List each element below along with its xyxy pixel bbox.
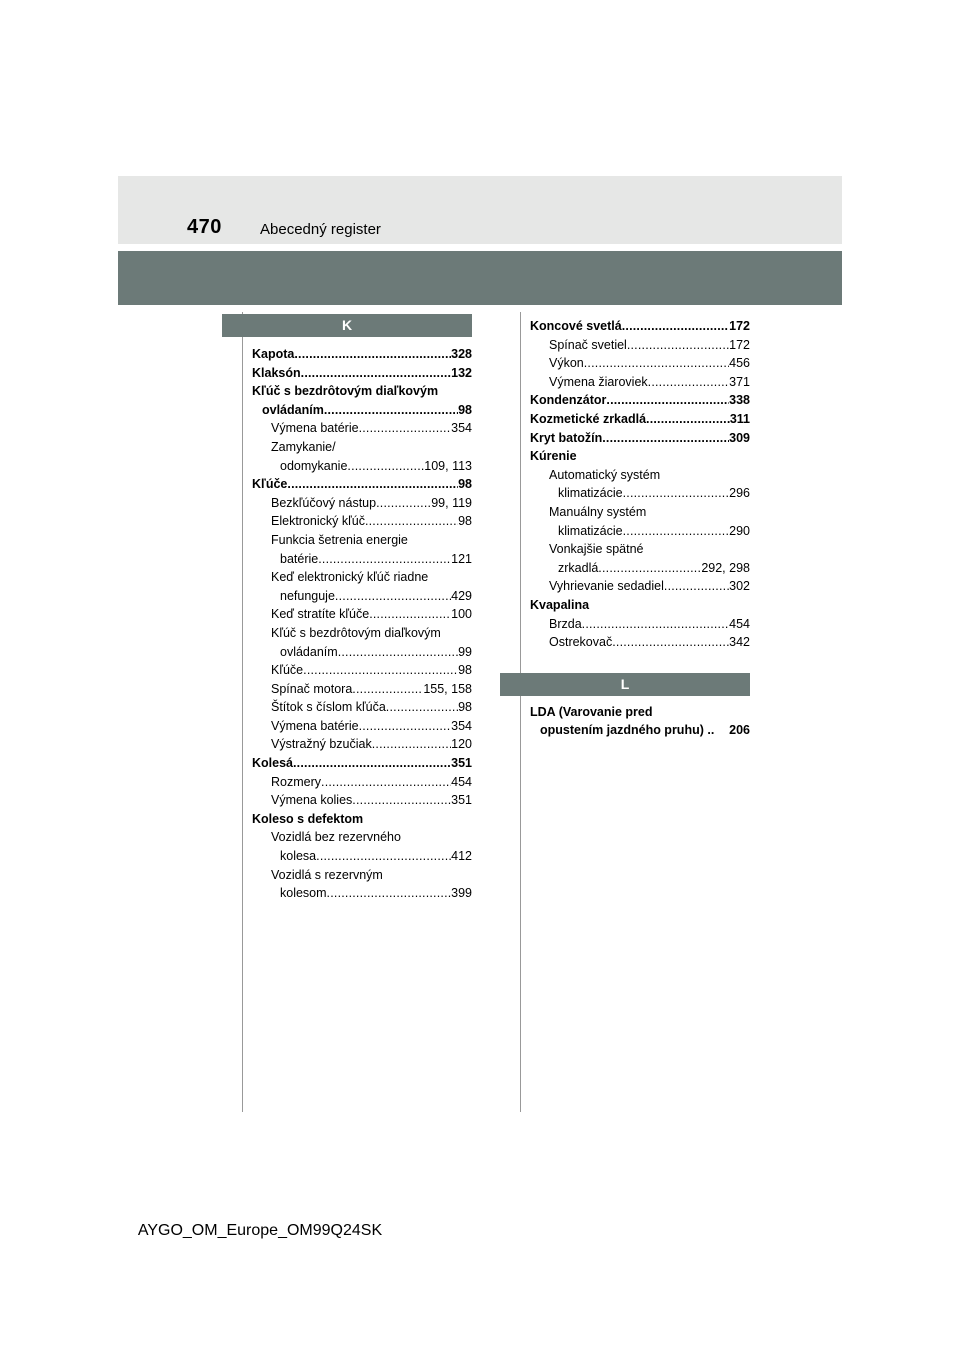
entry-page: 98 [458,402,472,417]
entry-label: Kľúč s bezdrôtovým diaľkovým [252,384,439,399]
entry-page: 172 [729,337,750,352]
entry-page: 98 [458,477,472,492]
entry-page: 351 [451,793,472,808]
entry-label: Vozidlá s rezervným [271,867,383,882]
leader-dots [293,754,451,773]
leader-dots [664,577,729,596]
entry-page: 354 [451,718,472,733]
entry-page: 98 [458,514,472,529]
index-entry [252,512,472,531]
page-number: 470 [187,216,222,238]
entry-page: 98 [458,700,472,715]
index-entry [530,559,750,578]
entry-label: Výmena kolies [271,793,353,808]
entry-label: kolesom [280,886,327,901]
entry-page: 120 [451,737,472,752]
leader-dots [338,643,458,662]
leader-dots [598,559,701,578]
entry-label: zrkadlá [558,560,599,575]
index-entry [252,624,472,643]
entry-page: 328 [451,347,472,361]
entry-label: Elektronický kľúč [271,514,365,529]
index-entry [252,754,472,773]
index-entry [252,698,472,717]
leader-dots [584,354,729,373]
index-entry [530,540,750,559]
entry-page: 454 [451,774,472,789]
entry-page: 109, 113 [424,458,472,473]
leader-dots [648,373,729,392]
entry-label: Spínač motora [271,681,353,696]
leader-dots [622,317,729,336]
entry-label: Kúrenie [530,449,577,464]
index-list-right [530,317,750,652]
index-entry [252,345,472,364]
footer-code: AYGO_OM_Europe_OM99Q24SK [137,1222,383,1239]
entry-label: Brzda [549,616,582,631]
entry-label: Výkon [549,356,584,371]
entry-label: Kľúče [252,477,288,492]
leader-dots [627,336,729,355]
index-entry [252,661,472,680]
leader-dots [646,410,730,429]
entry-label: Kolesá [252,756,293,771]
index-entry [530,503,750,522]
entry-page: 121 [451,551,472,566]
index-entry [252,717,472,736]
leader-dots [582,615,729,634]
entry-page: 371 [729,374,750,389]
index-entry [530,577,750,596]
index-entry [252,457,472,476]
index-entry [252,773,472,792]
section-header-k: K [222,314,472,337]
entry-label: Vozidlá bez rezervného [271,830,401,845]
index-entry [530,721,750,740]
index-entry [252,680,472,699]
index-entry [530,391,750,410]
leader-dots [301,364,452,383]
leader-dots [386,698,458,717]
entry-label: Štítok s číslom kľúča [271,700,386,715]
header-bar [118,176,842,244]
leader-dots [623,484,730,503]
entry-label: Bezkľúčový nástup [271,495,377,510]
entry-label: opustením jazdného pruhu) .. [540,723,715,738]
entry-label: nefunguje [280,588,335,603]
index-entry [252,364,472,383]
leader-dots [612,633,729,652]
leader-dots [318,550,451,569]
leader-dots [321,773,451,792]
leader-dots [372,735,451,754]
entry-page: 311 [729,411,750,426]
entry-page: 100 [451,607,472,622]
entry-page: 338 [729,393,750,408]
index-entry [252,828,472,847]
index-entry [252,605,472,624]
index-entry [252,401,472,420]
entry-label: Kľúč s bezdrôtovým diaľkovým [271,625,441,640]
entry-label: Keď elektronický kľúč riadne [271,570,429,585]
entry-page: 399 [451,886,472,901]
index-entry [252,494,472,513]
entry-page: 456 [729,356,750,371]
index-entry [252,735,472,754]
leader-dots [359,717,452,736]
entry-page: 292, 298 [701,560,750,575]
entry-label: ovládaním [280,644,338,659]
entry-page: 354 [451,421,472,436]
entry-page: 290 [729,523,750,538]
index-entry [530,484,750,503]
section-header-l: L [500,673,750,696]
entry-label: Výmena žiaroviek [549,374,648,389]
entry-page: 342 [729,635,750,650]
entry-page: 132 [451,365,472,380]
entry-label: Kapota [252,347,295,361]
index-entry [252,587,472,606]
index-entry [252,866,472,885]
column-divider-left [242,312,243,1112]
entry-label: Ostrekovač [549,635,613,650]
header-band [118,251,842,305]
entry-page: 155, 158 [423,681,472,696]
entry-page: 99, 119 [431,495,472,510]
index-entry [252,438,472,457]
entry-label: Manuálny systém [549,504,647,519]
entry-page: 206 [729,723,750,738]
index-entry [530,354,750,373]
entry-label: klimatizácie [558,486,623,501]
index-entry [530,317,750,336]
entry-page: 302 [729,579,750,594]
entry-label: Koncové svetlá [530,319,622,333]
leader-dots [327,884,452,903]
index-column-right [530,317,750,740]
leader-dots [303,661,458,680]
leader-dots [602,429,729,448]
entry-label: Keď stratíte kľúče [271,607,370,622]
entry-label: Kondenzátor [530,393,607,408]
leader-dots [324,401,458,420]
entry-label: Kvapalina [530,597,590,612]
entry-label: Výmena batérie [271,421,359,436]
index-entry [530,522,750,541]
entry-label: Vonkajšie spätné [549,542,644,557]
index-column-left [252,314,472,903]
entry-page: 296 [729,486,750,501]
entry-label: ovládaním [262,402,324,417]
index-entry [530,633,750,652]
index-entry [530,336,750,355]
leader-dots [623,522,730,541]
entry-label: Klaksón [252,365,301,380]
entry-label: Zamykanie/ [271,439,336,454]
entry-page: 351 [451,756,472,771]
entry-label: Výstražný bzučiak [271,737,372,752]
index-entry [252,884,472,903]
index-entry [252,847,472,866]
index-entry [252,810,472,829]
index-entry [252,531,472,550]
leader-dots [335,587,451,606]
index-entry [252,550,472,569]
leader-dots [316,847,451,866]
entry-label: odomykanie [280,458,348,473]
entry-label: Koleso s defektom [252,811,364,826]
index-entry [530,615,750,634]
entry-label: kolesa [280,849,317,864]
leader-dots [352,680,423,699]
entry-page: 98 [458,663,472,678]
index-entry [252,382,472,401]
entry-page: 172 [729,319,750,333]
index-entry [252,419,472,438]
index-entry [530,703,750,722]
index-entry [252,643,472,662]
index-entry [530,596,750,615]
leader-dots [369,605,451,624]
index-entry [530,410,750,429]
entry-page: 412 [451,849,472,864]
index-entry [530,466,750,485]
entry-page: 309 [729,430,750,445]
index-entry [252,568,472,587]
entry-label: Vyhrievanie sedadiel [549,579,664,594]
leader-dots [365,512,458,531]
entry-label: Automatický systém [549,467,661,482]
index-list-right-l [530,703,750,740]
entry-page: 99 [458,644,472,659]
entry-label: Rozmery [271,774,322,789]
index-list-left [252,345,472,903]
entry-label: Kryt batožín [530,430,603,445]
entry-label: Funkcia šetrenia energie [271,532,408,547]
entry-label: Výmena batérie [271,718,359,733]
entry-label: LDA (Varovanie pred [530,704,653,719]
entry-label: batérie [280,551,319,566]
leader-dots [352,791,451,810]
column-divider-right [520,312,521,1112]
index-entry [530,447,750,466]
entry-label: Kozmetické zrkadlá [530,411,647,426]
index-entry [530,429,750,448]
entry-label: Spínač svetiel [549,337,627,352]
leader-dots [359,419,452,438]
leader-dots [294,345,451,364]
index-entry [252,791,472,810]
leader-dots [606,391,729,410]
entry-page: 429 [451,588,472,603]
entry-page: 454 [729,616,750,631]
entry-label: Kľúče [271,663,304,678]
leader-dots [287,475,458,494]
leader-dots [376,494,431,513]
index-entry [530,373,750,392]
page-title: Abecedný register [260,221,381,238]
leader-dots [347,457,424,476]
entry-label: klimatizácie [558,523,623,538]
index-entry [252,475,472,494]
